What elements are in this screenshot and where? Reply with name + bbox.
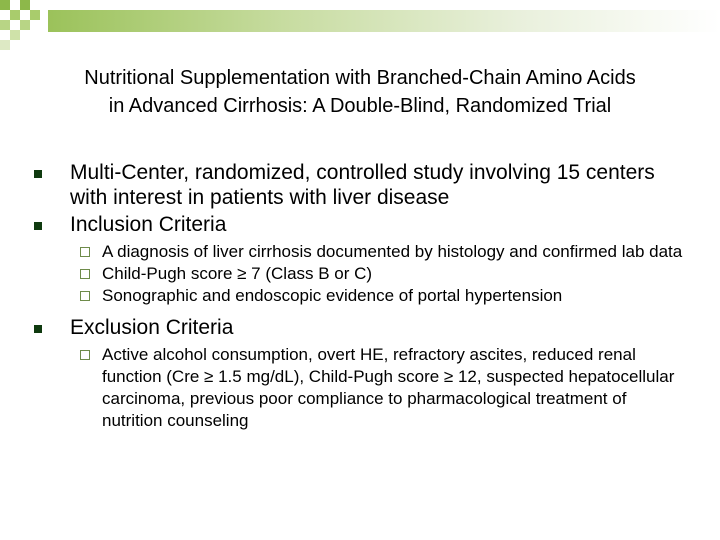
- bullet-inclusion-criteria: Inclusion Criteria: [30, 212, 690, 237]
- bullet-study-design: Multi-Center, randomized, controlled study involving 15 centers with interest in patients with liver disease: [30, 160, 690, 210]
- hollow-square-bullet-icon: [80, 291, 90, 301]
- slide-title: [20, 64, 700, 120]
- hollow-square-bullet-icon: [80, 269, 90, 279]
- sub-bullet-inclusion-item: Sonographic and endoscopic evidence of portal hypertension: [30, 285, 690, 307]
- square-bullet-icon: [34, 170, 42, 178]
- decorative-gradient-bar: [48, 10, 720, 32]
- hollow-square-bullet-icon: [80, 247, 90, 257]
- sub-bullet-inclusion-item: Child-Pugh score ≥ 7 (Class B or C): [30, 263, 690, 285]
- slide-body: [30, 160, 690, 432]
- sub-bullet-inclusion-item: A diagnosis of liver cirrhosis documented by histology and confirmed lab data: [30, 241, 690, 263]
- title-line-2: in Advanced Cirrhosis: A Double-Blind, Randomized Trial: [108, 95, 612, 117]
- bullet-exclusion-criteria: Exclusion Criteria: [30, 315, 690, 340]
- title-line-1: Nutritional Supplementation with Branched-Chain Amino Acids: [84, 67, 636, 89]
- hollow-square-bullet-icon: [80, 350, 90, 360]
- sub-bullet-exclusion-item: Active alcohol consumption, overt HE, refractory ascites, reduced renal function (Cre ≥ 1.5 mg/dL), Child-Pugh score ≥ 12, suspected hepatocellular carcinoma, previous poor compliance to pharmacological treatment of nutrition counseling: [30, 344, 690, 432]
- square-bullet-icon: [34, 325, 42, 333]
- square-bullet-icon: [34, 222, 42, 230]
